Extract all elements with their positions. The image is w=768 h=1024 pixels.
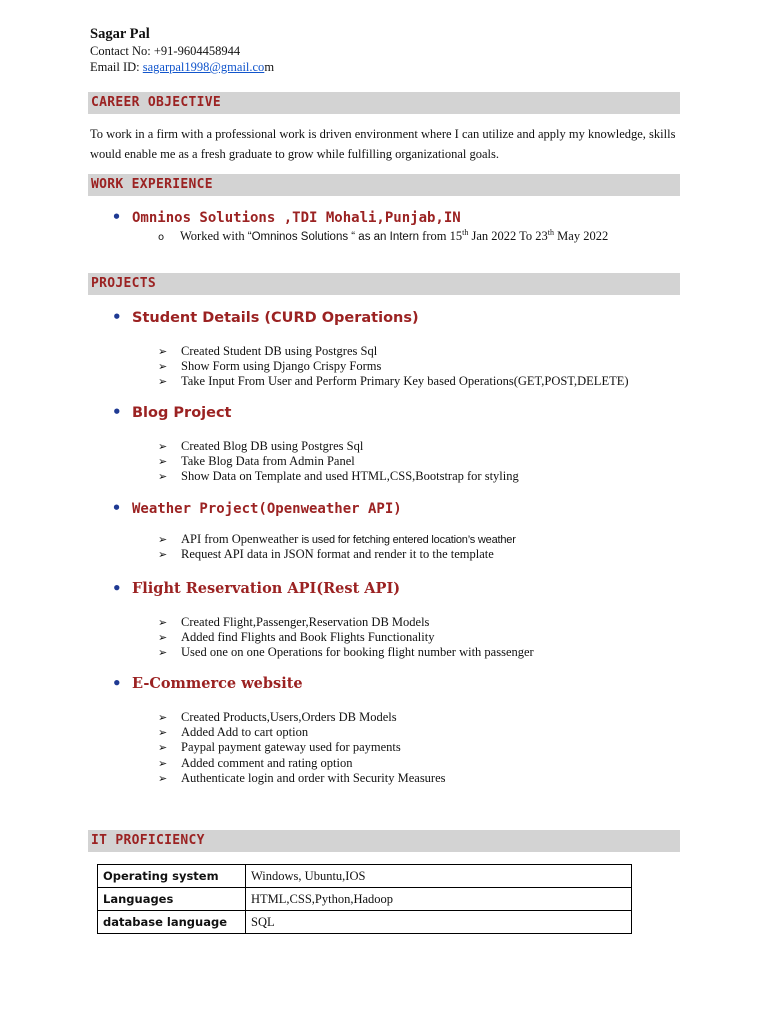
- bullet-dot-icon: •: [112, 674, 122, 692]
- list-item: [158, 547, 516, 562]
- list-item: [158, 469, 519, 484]
- work-detail-a: Worked with: [180, 229, 248, 244]
- table-key-cell: Languages: [98, 888, 246, 911]
- list-item-text-b: is used for fetching entered location’s weather: [301, 534, 516, 546]
- email-tail: m: [264, 60, 275, 74]
- it-proficiency-table: [97, 864, 632, 934]
- work-experience-heading: WORK EXPERIENCE: [88, 174, 680, 196]
- table-row: [98, 911, 632, 934]
- arrowhead-bullet-icon: ➢: [158, 470, 168, 484]
- list-item: [158, 374, 629, 389]
- bullet-dot-icon: •: [112, 403, 122, 421]
- arrowhead-bullet-icon: ➢: [158, 756, 168, 770]
- list-item: [158, 532, 516, 547]
- project-points-ecommerce: [158, 710, 446, 786]
- project-title-text: Flight Reservation API(Rest API): [132, 580, 401, 597]
- circle-bullet-icon: o: [158, 232, 165, 244]
- bullet-dot-icon: •: [112, 308, 122, 326]
- work-detail-line: [158, 228, 608, 244]
- project-title-flight: [112, 579, 400, 597]
- list-item: [158, 439, 519, 454]
- list-item: [158, 344, 629, 359]
- project-points-student: [158, 344, 629, 390]
- project-title-blog: [112, 403, 231, 421]
- project-title-text: Student Details (CURD Operations): [132, 310, 419, 326]
- arrowhead-bullet-icon: ➢: [158, 548, 168, 562]
- work-detail-b: “Omninos Solutions “ as an Intern: [247, 231, 420, 244]
- arrowhead-bullet-icon: ➢: [158, 741, 168, 755]
- list-item: [158, 615, 534, 630]
- project-title-text: Blog Project: [132, 405, 232, 421]
- list-item: [158, 710, 446, 725]
- arrowhead-bullet-icon: ➢: [158, 711, 168, 724]
- table-value-cell: SQL: [246, 911, 632, 934]
- projects-heading: PROJECTS: [88, 273, 680, 295]
- table-key-cell: database language: [98, 911, 246, 934]
- contact-number: Contact No: +91-9604458944: [90, 44, 241, 58]
- email-label: Email ID:: [90, 60, 143, 74]
- table-value-cell: Windows, Ubuntu,IOS: [246, 865, 632, 888]
- list-item-text: Paypal payment gateway used for payments: [181, 740, 401, 755]
- list-item-text: Take Input From User and Perform Primary Key based Operations(GET,POST,DELETE): [181, 374, 629, 389]
- list-item-text-a: API from Openweather: [181, 532, 302, 546]
- bullet-dot-icon: •: [112, 208, 122, 226]
- project-title-ecommerce: [112, 674, 303, 692]
- work-detail-e: May 2022: [554, 229, 609, 244]
- list-item: [158, 740, 446, 755]
- list-item-text: Request API data in JSON format and render it to the template: [181, 547, 494, 562]
- list-item-text: Show Data on Template and used HTML,CSS,Bootstrap for styling: [181, 469, 519, 484]
- career-objective-heading: CAREER OBJECTIVE: [88, 92, 680, 114]
- project-points-blog: [158, 439, 519, 485]
- it-proficiency-heading: IT PROFICIENCY: [88, 830, 680, 852]
- list-item: [158, 630, 534, 645]
- list-item-text: Used one on one Operations for booking flight number with passenger: [181, 645, 534, 660]
- project-points-flight: [158, 615, 534, 661]
- arrowhead-bullet-icon: ➢: [158, 771, 168, 785]
- list-item-text: Added Add to cart option: [181, 725, 309, 740]
- candidate-name: Sagar Pal: [90, 26, 150, 42]
- email-line: [90, 60, 274, 75]
- bullet-dot-icon: •: [112, 499, 122, 517]
- project-title-text: Weather Project(Openweather API): [132, 501, 402, 517]
- arrowhead-bullet-icon: ➢: [158, 726, 168, 740]
- list-item-text: Added find Flights and Book Flights Functionality: [181, 630, 435, 645]
- list-item-text: Take Blog Data from Admin Panel: [181, 454, 355, 469]
- work-detail-d: Jan 2022 To 23: [468, 229, 548, 244]
- list-item: [158, 454, 519, 469]
- list-item-text: Created Products,Users,Orders DB Models: [181, 710, 397, 724]
- project-points-weather: [158, 532, 516, 562]
- arrowhead-bullet-icon: ➢: [158, 616, 168, 629]
- project-title-weather: [112, 499, 402, 517]
- list-item: [158, 771, 446, 786]
- list-item-text: Created Student DB using Postgres Sql: [181, 344, 378, 358]
- arrowhead-bullet-icon: ➢: [158, 646, 168, 660]
- arrowhead-bullet-icon: ➢: [158, 631, 168, 645]
- work-sup-2: th: [547, 228, 555, 237]
- project-title-student: [112, 308, 419, 326]
- arrowhead-bullet-icon: ➢: [158, 345, 168, 358]
- list-item-text: Show Form using Django Crispy Forms: [181, 359, 382, 374]
- list-item: [158, 645, 534, 660]
- list-item: [158, 756, 446, 771]
- list-item: [158, 725, 446, 740]
- list-item-text: Added comment and rating option: [181, 755, 353, 770]
- work-detail-c: from 15: [419, 229, 463, 244]
- career-objective-text: To work in a firm with a professional work is driven environment where I can utilize and apply my knowledge, skills would enable me as a fresh graduate to grow while fulfilling organizational goals.: [90, 127, 676, 161]
- list-item-text: Created Blog DB using Postgres Sql: [181, 439, 364, 453]
- project-title-text: E-Commerce website: [132, 675, 303, 692]
- work-sup-1: th: [462, 228, 469, 237]
- list-item-text: Authenticate login and order with Security Measures: [181, 770, 446, 785]
- table-value-cell: HTML,CSS,Python,Hadoop: [246, 888, 632, 911]
- work-company-name: Omninos Solutions ,TDI Mohali,Punjab,IN: [132, 210, 461, 226]
- arrowhead-bullet-icon: ➢: [158, 455, 168, 469]
- list-item: [158, 359, 629, 374]
- email-link[interactable]: sagarpal1998@gmail.co: [142, 60, 265, 74]
- bullet-dot-icon: •: [112, 579, 122, 597]
- arrowhead-bullet-icon: ➢: [158, 440, 168, 453]
- arrowhead-bullet-icon: ➢: [158, 360, 168, 374]
- table-row: [98, 865, 632, 888]
- table-key-cell: Operating system: [98, 865, 246, 888]
- list-item-text: Created Flight,Passenger,Reservation DB Models: [181, 615, 430, 629]
- arrowhead-bullet-icon: ➢: [158, 375, 168, 389]
- table-row: [98, 888, 632, 911]
- work-company-item: [112, 208, 461, 226]
- arrowhead-bullet-icon: ➢: [158, 533, 168, 546]
